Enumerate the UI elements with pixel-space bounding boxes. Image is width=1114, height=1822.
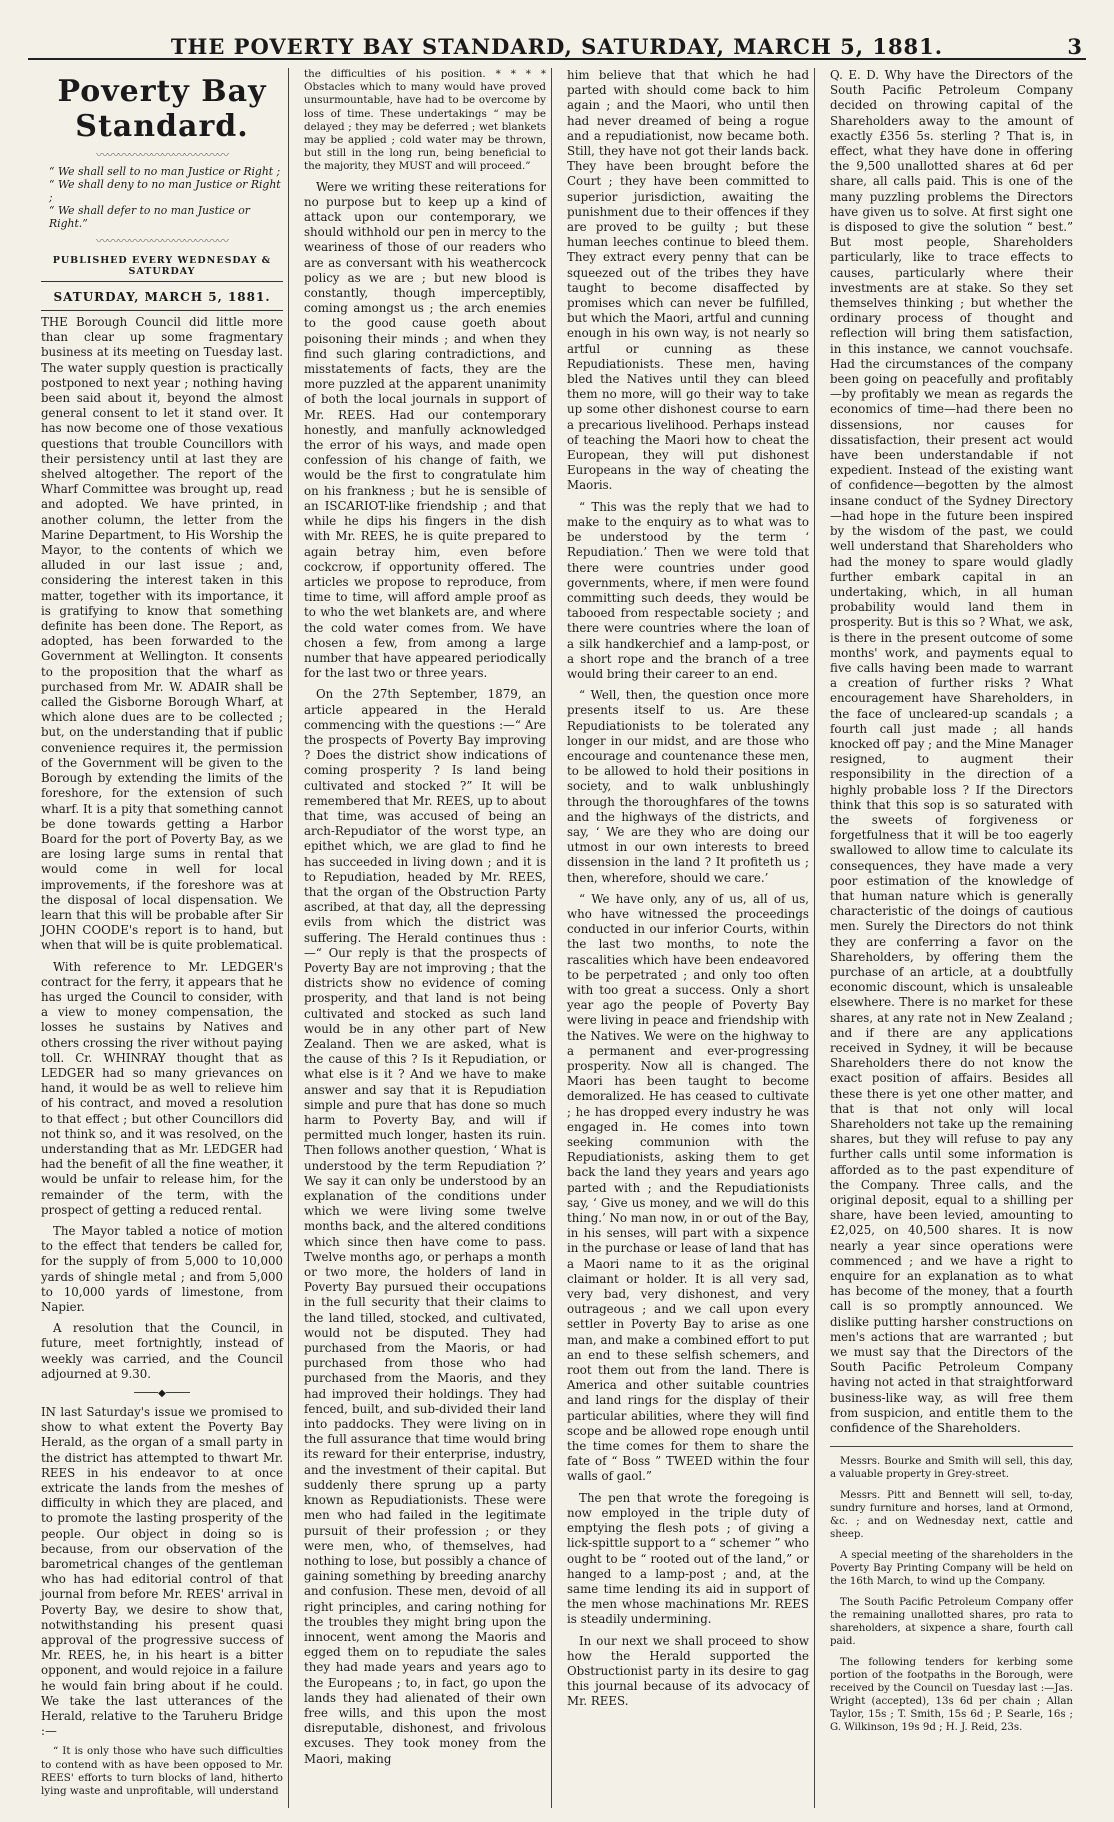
page-number: 3 — [1067, 34, 1082, 59]
divider — [830, 1446, 1073, 1447]
ornament-rule: 〰〰〰〰〰〰〰〰〰〰〰〰 — [95, 148, 228, 162]
motto-line: “ We shall sell to no man Justice or Right ; — [49, 165, 281, 178]
quoted-paragraph: the difficulties of his position. * * * * Obstacles which to many would have proved unsurmountable, have had to be overcome by loss of time. These undertakings “ may be delayed ; they may be deferred ; wet blankets may be applied ; cold water may be thrown, but still in the long run, being beneficial to the majority, they MUST and will proceed.” — [304, 68, 546, 173]
masthead-title: Poverty Bay Standard. — [57, 74, 267, 144]
news-note: Messrs. Bourke and Smith will sell, this day, a valuable property in Grey-street. — [830, 1456, 1073, 1481]
article-paragraph: The Mayor tabled a notice of motion to the effect that tenders be called for, for the supply of from 5,000 to 10,000 yards of shingle metal ; and from 5,000 to 10,000 yards of limestone, from Napier. — [41, 1223, 283, 1314]
motto-line: “ We shall defer to no man Justice or Right.” — [49, 204, 250, 230]
local-notes — [830, 1455, 1073, 1734]
article-paragraph: With reference to Mr. LEDGER's contract for the ferry, it appears that he has urged the Council to consider, with a view to money compensation, the losses he sustains by Natives and others crossing the river without paying toll. Cr. WHINRAY thought that as LEDGER had so many grievances on hand, it would be as well to relieve him of his contract, and moved a resolution to that effect ; but other Councillors did not think so, and it was resolved, on the understanding that as Mr. LEDGER had had the benefit of all the fine weather, it would be unfair to release him, for the remainder of the term, with the prospect of getting a reduced rental. — [41, 959, 283, 1217]
divider — [41, 281, 283, 282]
column-3 — [562, 68, 815, 1808]
article-paragraph: In our next we shall proceed to show how the Herald supported the Obstructionist party in its desire to gag this journal because of its advocacy of Mr. REES. — [567, 1633, 809, 1709]
issue-date: SATURDAY, MARCH 5, 1881. — [53, 290, 271, 304]
columns — [36, 68, 1086, 1808]
column-2 — [299, 68, 552, 1808]
article-paragraph: On the 27th September, 1879, an article appeared in the Herald commencing with the questions :—“ Are the prospects of Poverty Bay improving ? Does the district show indications of coming prosperity ? Is land being cultivated and stocked ?” It will be remembered that Mr. REES, up to about that time, was accused of being an arch-Repudiator of the worst type, an epithet which, we are glad to find he has succeeded in living down ; and it is to Repudiation, headed by Mr. REES, that the organ of the Obstruction Party ascribed, at that day, all the depressing evils from which the district was suffering. The Herald continues thus :—“ Our reply is that the prospects of Poverty Bay are not improving ; that the districts show no evidence of coming prosperity, and that land is not being cultivated and stocked as such land would be in any other part of New Zealand. Then we are asked, what is the cause of this ? Is it Repudiation, or what else is it ? And we have to make answer and say that it is Repudiation simple and pure that has done so much harm to Poverty Bay, and will if permitted much longer, hasten its ruin. Then follows another question, ‘ What is understood by the term Repudiation ?’ We say it can only be understood by an explanation of the conditions under which we were living some twelve months back, and the altered conditions which since then have come to pass. Twelve months ago, or perhaps a month or two more, the holders of land in Poverty Bay pursued their occupations in the full security that their claims to the land tilled, stocked, and cultivated, would not be disputed. They had purchased from the Maoris, or had purchased from those who had purchased from the Maoris, and they had improved their holdings. They had fenced, built, and sub-divided their land into paddocks. They were living on in the full assurance that time would bring its reward for their enterprise, industry, and the investment of their capital. But suddenly there sprung up a party known as Repudiationists. These were men who had failed in the legitimate pursuit of their profession ; or they were men, who, of themselves, had nothing to lose, but possibly a chance of gaining something by breeding anarchy and confusion. These men, devoid of all right principles, and caring nothing for the troubles they might bring upon the innocent, went among the Maoris and egged them on to repudiate the sales they had made years and years ago to the Europeans ; to, in fact, go upon the lands they had alienated of their own free wills, and this upon the most disreputable, dishonest, and frivolous excuses. They took money from the Maori, making — [304, 687, 546, 1766]
motto-line: “ We shall deny to no man Justice or Right ; — [49, 178, 281, 204]
publication-schedule: PUBLISHED EVERY WEDNESDAY & SATURDAY — [52, 255, 272, 277]
news-note: The following tenders for kerbing some portion of the footpaths in the Borough, were received by the Council on Tuesday last :—Jas. Wright (accepted), 13s 6d per chain ; Allan Taylor, 15s ; T. Smith, 15s 6d ; P. Searle, 16s ; G. Wilkinson, 19s 9d ; H. J. Reid, 23s. — [830, 1657, 1073, 1734]
article-paragraph: The pen that wrote the foregoing is now employed in the triple duty of emptying the flesh pots ; of giving a lick-spittle support to a “ schemer ” who ought to be “ rooted out of the land,” or hanged to a lamp-post ; and, at the same time lending its aid in support of the men whose machinations Mr. REES is steadily undermining. — [567, 1490, 809, 1627]
column-1 — [36, 68, 289, 1808]
divider — [41, 310, 283, 311]
news-note: A special meeting of the shareholders in the Poverty Bay Printing Company will be held on the 16th March, to wind up the Company. — [830, 1550, 1073, 1588]
article-paragraph: THE Borough Council did little more than clear up some fragmentary business at its meeting on Tuesday last. The water supply question is practically postponed to next year ; nothing having been said about it, beyond the almost general consent to let it stand over. It has now become one of those vexatious questions that trouble Councillors with their persistency until at last they are shelved altogether. The report of the Wharf Committee was brought up, read and adopted. We have printed, in another column, the letter from the Marine Department, to His Worship the Mayor, to the contents of which we alluded in our last issue ; and, considering the interest taken in this matter, together with its importance, it is gratifying to know that something definite has been done. The Report, as adopted, has been forwarded to the Government at Wellington. It consents to the proposition that the wharf as purchased from Mr. W. ADAIR shall be called the Gisborne Borough Wharf, at which alone dues are to be collected ; but, on the understanding that if public convenience requires it, the permission of the Government will be given to the Borough by extending the limits of the foreshore, for the extension of such wharf. It is a pity that something cannot be done towards getting a Harbor Board for the port of Poverty Bay, as we are losing large sums in rental that would come in well for local improvements, if the foreshore was at the disposal of local dispensation. We learn that this will be probable after Sir JOHN COODE's report is to hand, but when that will be is quite problematical. — [41, 315, 283, 953]
ornament-rule: 〰〰〰〰〰〰〰〰〰〰〰〰 — [95, 234, 228, 248]
section-divider: ────◆──── — [134, 1388, 190, 1400]
article-paragraph: IN last Saturday's issue we promised to show to what extent the Poverty Bay Herald, as the organ of a small party in the district has attempted to thwart Mr. REES in his endeavor to at once extricate the lands from the meshes of difficulty in which they are placed, and to promote the lasting prosperity of the people. Our object in doing so is because, from our observation of the barometrical changes of the gentleman who has had editorial control of that journal from before Mr. REES' arrival in Poverty Bay, we desire to show that, notwithstanding his present quasi approval of the progressive success of Mr. REES, he, in his heart is a bitter opponent, and would rejoice in a failure he would fain bring about if he could. We take the last utterances of the Herald, relative to the Taruheru Bridge :— — [41, 1405, 283, 1739]
article-paragraph: “ Well, then, the question once more presents itself to us. Are these Repudiationists to be tolerated any longer in our midst, and are those who encourage and countenance these men, to be allowed to hold their positions in society, and to walk unblushingly through the thoroughfares of the towns and the highways of the districts, and say, ‘ We are they who are doing our utmost in our own interests to breed dissension in the land ? It profiteth us ; then, wherefore, should we care.’ — [567, 688, 809, 885]
article-paragraph: “ This was the reply that we had to make to the enquiry as to what was to be understood by the term ‘ Repudiation.’ Then we were told that there were countries under good governments, where, if men were found committing such deeds, they would be tabooed from respectable society ; and there were countries where the loan of a silk handkerchief and a lamp-post, or a short rope and the branch of a tree would bring their career to an end. — [567, 499, 809, 681]
article-paragraph: him believe that that which he had parted with should come back to him again ; and the Maori, who until then had never dreamed of being a rogue and a repudiationist, now became both. Still, they have not got their lands back. They have been brought before the Court ; they have been committed to superior jurisdiction, awaiting the punishment due to their offences if they are proved to be guilty ; but these human leeches continue to bleed them. They extract every penny that can be squeezed out of the tribes they have taught to become disaffected by promises which can never be fulfilled, but which the Maori, artful and cunning enough in his own way, is not nearly so artful or cunning as these Repudiationists. These men, having bled the Natives until they can bleed them no more, will go their way to take up some other dishonest course to earn a precarious livelihood. Perhaps instead of teaching the Maori how to cheat the European, they will put dishonest Europeans in the way of cheating the Maoris. — [567, 68, 809, 493]
quoted-paragraph: “ It is only those who have such difficulties to contend with as have been opposed to Mr. REES' efforts to turn blocks of land, hitherto lying waste and unprofitable, will understand — [41, 1745, 283, 1798]
running-title: THE POVERTY BAY STANDARD, SATURDAY, MARCH 5, 1881. — [170, 34, 944, 59]
column-4 — [825, 68, 1078, 1808]
news-note: Messrs. Pitt and Bennett will sell, to-day, sundry furniture and horses, land at Ormond, &c. ; and on Wednesday next, cattle and sheep. — [830, 1490, 1073, 1541]
article-paragraph: Were we writing these reiterations for no purpose but to keep up a kind of attack upon our contemporary, we should withhold our pen in mercy to the weariness of those of our readers who are as conversant with his weathercock policy as we are ; but new blood is constantly, though imperceptibly, coming amongst us ; the arch enemies to the good cause goeth about poisoning their minds ; and when they find such glaring contradictions, and misstatements of facts, they are the more puzzled at the apparent unanimity of both the local journals in support of Mr. REES. Had our contemporary honestly, and manfully acknowledged the error of his ways, and made open confession of his change of faith, we would be the first to congratulate him on his frankness ; but he is sensible of an ISCARIOT-like friendship ; and that while he dips his fingers in the dish with Mr. REES, he is quite prepared to again betray him, even before cockcrow, if opportunity offered. The articles we propose to reproduce, from time to time, will afford ample proof as to who the wet blankets are, and where the cold water comes from. We have chosen a few, from among a large number that have appeared periodically for the last two or three years. — [304, 179, 546, 681]
article-paragraph: “ We have only, any of us, all of us, who have witnessed the proceedings conducted in our inferior Courts, within the last two months, to note the rascalities which have been endeavored to be perpetrated ; and only too often with too great a success. Only a short year ago the people of Poverty Bay were living in peace and friendship with the Natives. We were on the highway to a permanent and ever-progressing prosperity. Now all is changed. The Maori has been taught to become demoralized. He has ceased to cultivate ; he has dropped every industry he was engaged in. He comes into town seeking communion with the Repudiationists, asking them to get back the land they years and years ago parted with ; and the Repudiationists say, ‘ Give us money, and we will do this thing.’ No man now, in or out of the Bay, in his senses, will part with a sixpence in the purchase or lease of land that has a Maori name to it as the original claimant or holder. It is all very sad, very bad, very dishonest, and very outrageous ; and we call upon every settler in Poverty Bay to arise as one man, and make a combined effort to put an end to these selfish schemers, and root them out from the land. There is America and other suitable countries and land rings for the display of their particular abilities, where they will find scope and be allowed rope enough until the time comes for them to share the fate of “ Boss ” TWEED within the four walls of gaol.” — [567, 891, 809, 1484]
running-header — [28, 28, 1086, 60]
article-paragraph: Q. E. D. Why have the Directors of the South Pacific Petroleum Company decided on throwing capital of the Shareholders away to the amount of exactly £356 5s. sterling ? That is, in effect, what they have done in offering the 9,500 unallotted shares at 6d per share, all calls paid. This is one of the many puzzling problems the Directors have given us to solve. At first sight one is disposed to give the solution “ best.” But most people, Shareholders particularly, like to trace effects to causes, particularly where their investments are at stake. So they set themselves thinking ; but whether the ordinary process of thought and reflection will bring them satisfaction, in this instance, we cannot vouchsafe. Had the circumstances of the company been going on peacefully and profitably—by profitably we mean as regards the economics of time—had there been no dissensions, nor causes for dissatisfaction, their present act would have been understandable if not expedient. Instead of the existing want of confidence—begotten by the almost insane conduct of the Sydney Directory—had hope in the future been inspired by the wisdom of the past, we could well understand that Shareholders who had the money to spare would gladly further embark capital in an undertaking, which, in all human probability would land them in prosperity. But is this so ? What, we ask, is there in the present outcome of some months' work, and payments equal to five calls having been made to warrant a creation of further risks ? What encouragement have Shareholders, in the face of uncleared-up scandals ; a fourth call just made ; all hands knocked off pay ; and the Mine Manager resigned, to augment their responsibility in the direction of a highly probable loss ? If the Directors think that this sop is so saturated with the sweets of forgiveness or forgetfulness that it will be too eagerly swallowed to allow time to calculate its consequences, they have made a very poor estimation of the knowledge of that human nature which is generally characteristic of the doings of cautious men. Surely the Directors do not think they are conferring a favor on the Shareholders, by offering them the purchase of an article, at a doubtfully economic discount, which is unsaleable elsewhere. There is no market for these shares, at any rate not in New Zealand ; and if there are any applications received in Sydney, it will be because Shareholders there do not know the exact position of affairs. Besides all these there is yet one other matter, and that is that not only will local Shareholders not take up the remaining shares, but they will refuse to pay any further calls until some information is afforded as to the past expenditure of the Company. Three calls, and the original deposit, equal to a shilling per share, have been levied, amounting to £2,025, on 40,500 shares. It is now nearly a year since operations were commenced ; and we have a right to enquire for an explanation as to what has become of the money, that a fourth call is so promptly announced. We dislike putting harsher constructions on men's actions that are warranted ; but we must say that the Directors of the South Pacific Petroleum Company having not acted in that straightforward business-like way, as will free them from suspicion, and entitle them to the confidence of the Shareholders. — [830, 68, 1073, 1436]
article-paragraph: A resolution that the Council, in future, meet fortnightly, instead of weekly was carried, and the Council adjourned at 9.30. — [41, 1321, 283, 1381]
news-note: The South Pacific Petroleum Company offer the remaining unallotted shares, pro rata to shareholders, at sixpence a share, fourth call paid. — [830, 1597, 1073, 1648]
